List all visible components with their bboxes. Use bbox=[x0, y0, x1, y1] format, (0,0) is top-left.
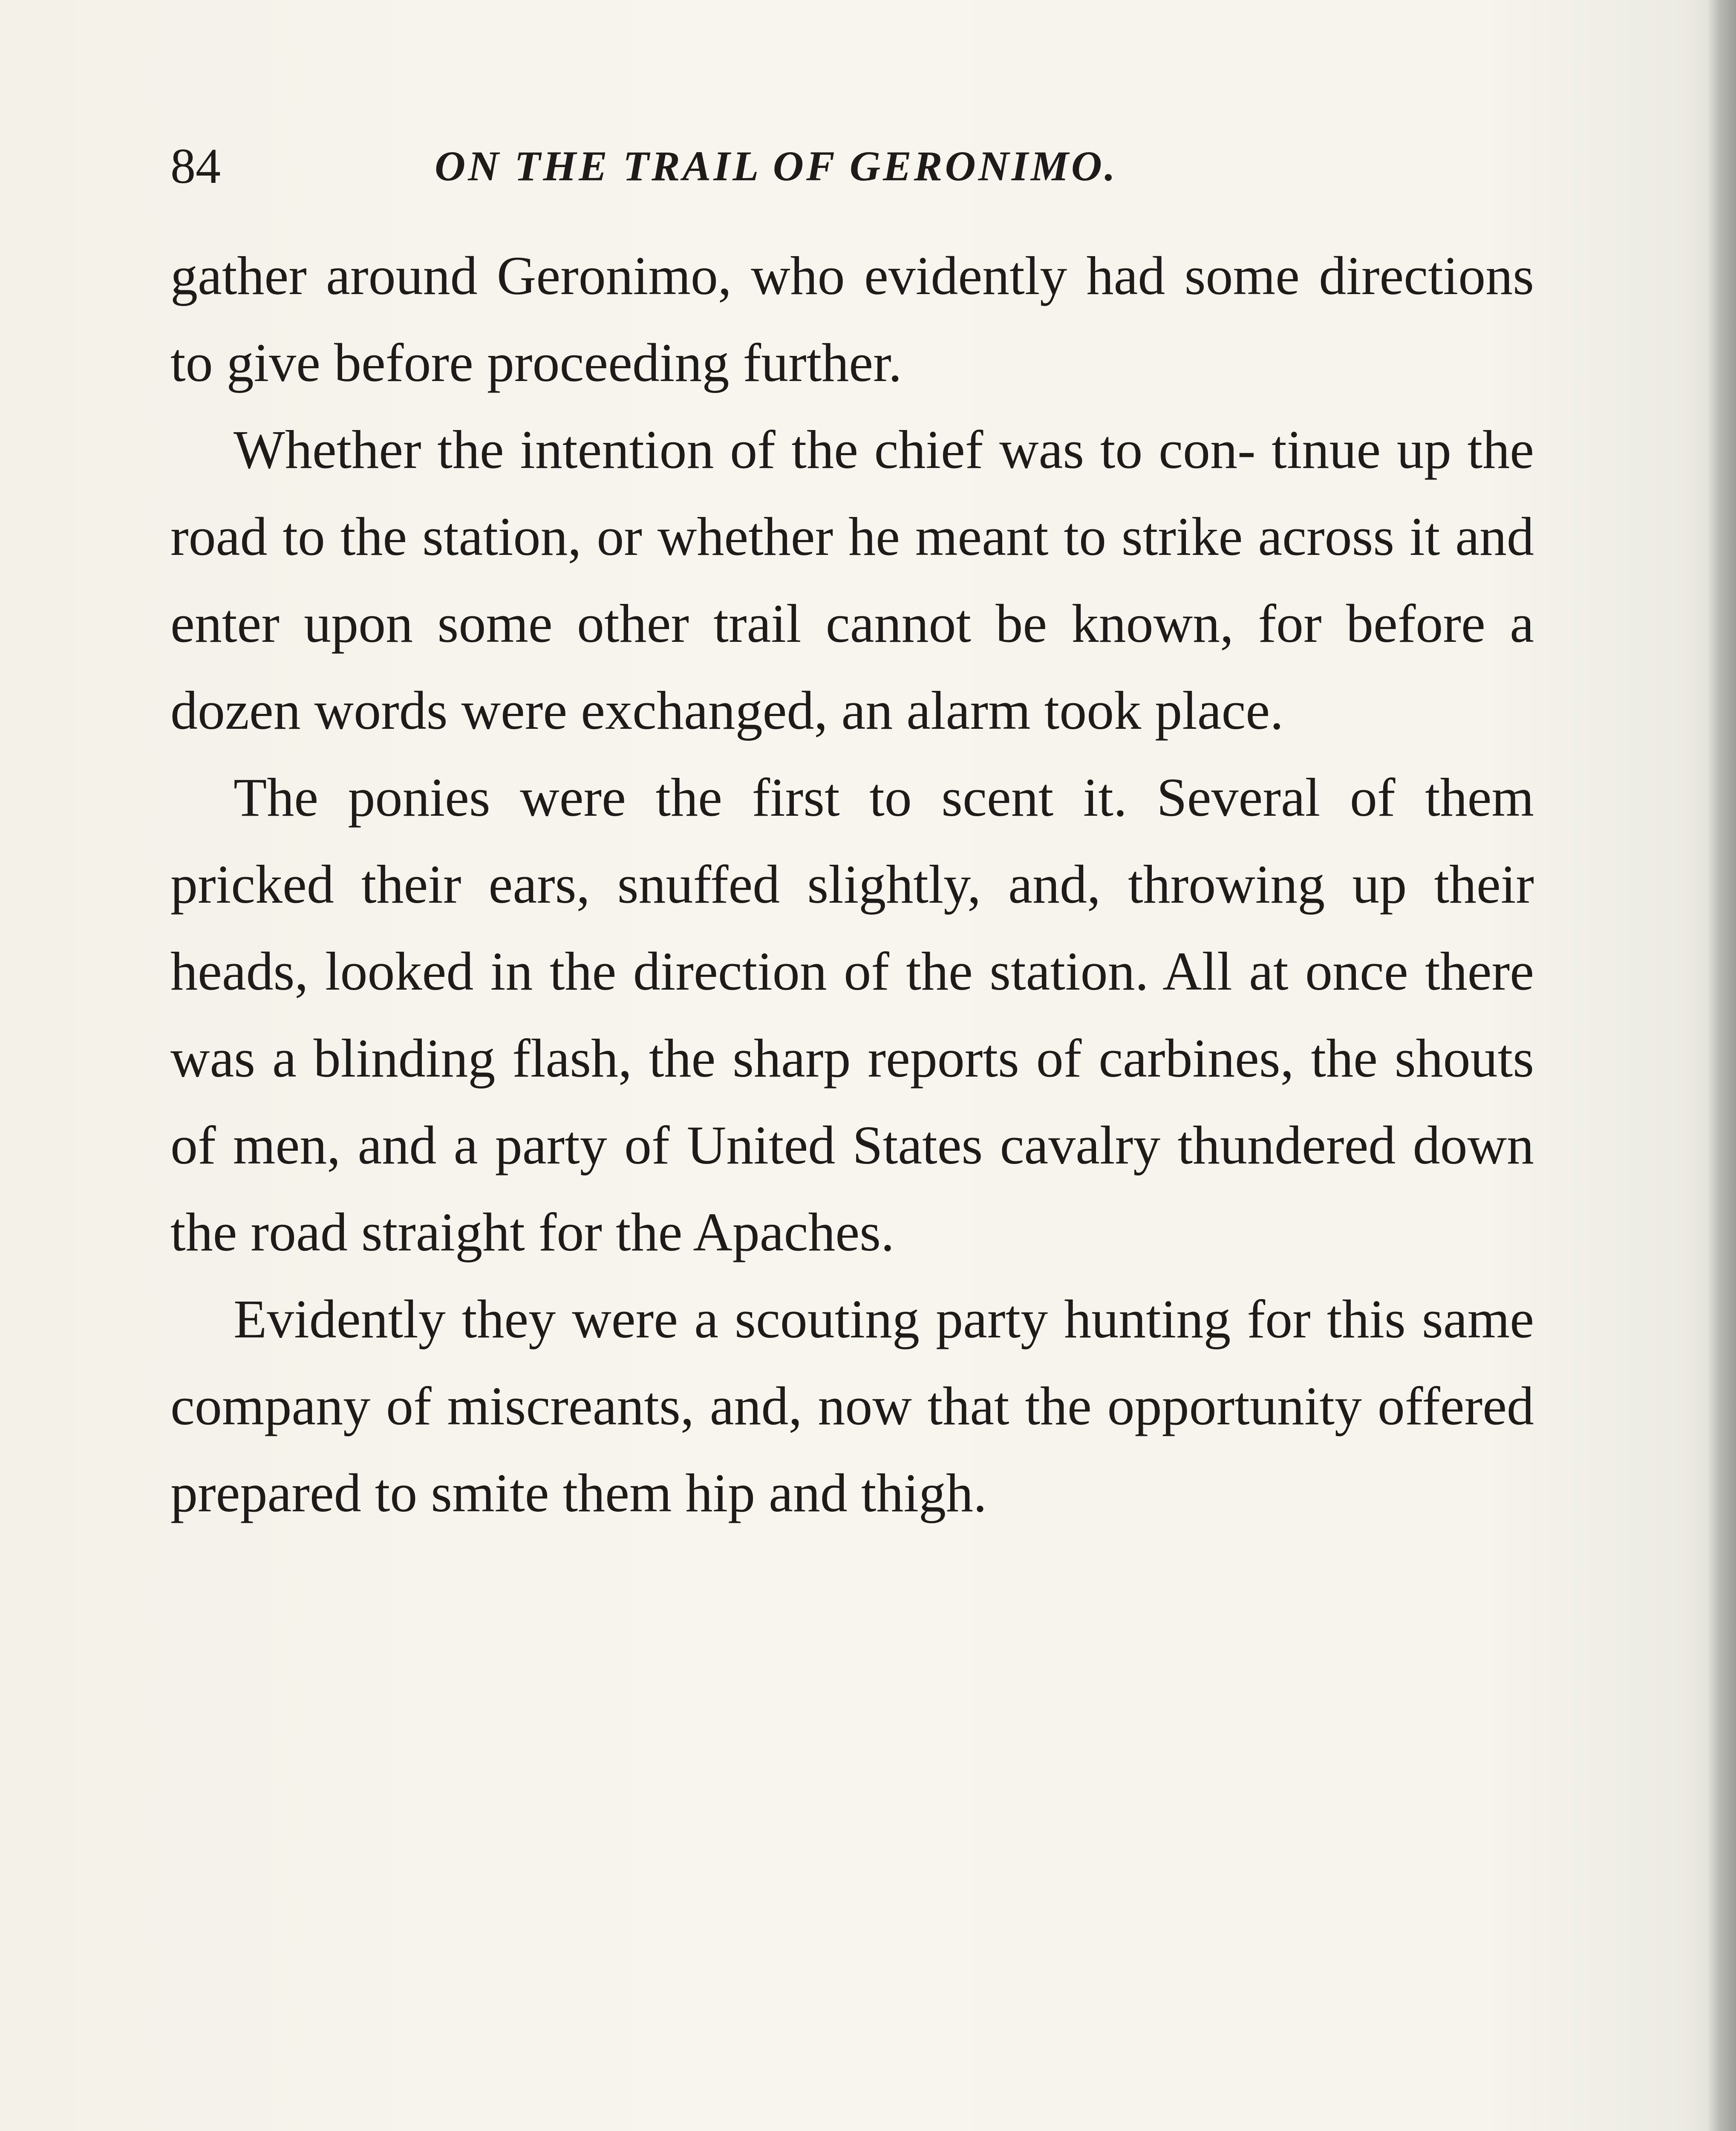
paragraph: Whether the intention of the chief was to con- tinue up the road to the station, or whether he meant to strike across it and enter upon some other trail cannot be known, for before a dozen words were exchanged, an alarm took place. bbox=[170, 419, 1534, 741]
running-head bbox=[170, 128, 1287, 205]
running-title: ON THE TRAIL OF GERONIMO. bbox=[435, 142, 1118, 190]
page-edge-shadow bbox=[1706, 0, 1736, 2131]
paragraph: The ponies were the first to scent it. Several of them pricked their ears, snuffed slightly, and, throwing up their heads, looked in the direction of the station. All at once there was a blinding flash, the sharp reports of carbines, the shouts of men, and a party of United States cavalry thundered down the road straight for the Apaches. bbox=[170, 767, 1534, 1262]
page-number: 84 bbox=[170, 138, 221, 194]
paragraph-continued: gather around Geronimo, who evidently had some directions to give before proceeding further. bbox=[170, 245, 1534, 393]
paragraph: Evidently they were a scouting party hunting for this same company of miscreants, and, now that the opportunity offered prepared to smite them hip and thigh. bbox=[170, 1289, 1534, 1523]
body-text bbox=[170, 232, 1534, 1536]
